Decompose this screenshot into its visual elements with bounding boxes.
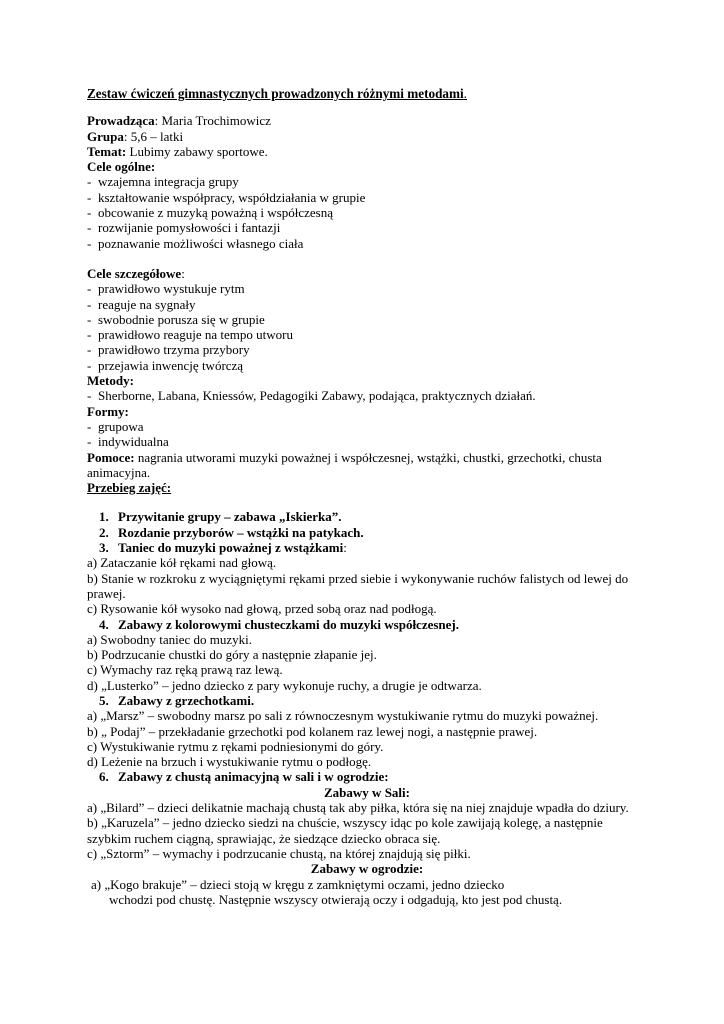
title-period: . (463, 86, 467, 101)
list-item: - indywidualna (87, 434, 169, 450)
step-item: a) Zataczanie kół rękami nad głową. (87, 555, 277, 571)
forms-label: Formy: (87, 403, 129, 419)
hall-heading: Zabawy w Sali: (324, 784, 410, 800)
list-item: - rozwijanie pomysłowości i fantazji (87, 220, 281, 236)
group-line (87, 129, 647, 144)
step-item: c) „Sztorm” – wymachy i podrzucanie chustą, na której znajdują się piłki. (87, 845, 471, 861)
spacer (87, 495, 647, 509)
document-page (87, 86, 647, 907)
spacer (87, 251, 647, 266)
topic-label: Temat: (87, 143, 127, 159)
step-item: d) Leżenie na brzuch i wystukiwanie rytmu o podłogę. (87, 754, 372, 770)
step-item: b) Podrzucanie chustki do góry a następnie złapanie jej. (87, 647, 377, 663)
step-item-continued: wchodzi pod chustę. Następnie wszyscy otwierają oczy i odgadują, kto jest pod chustą. (109, 891, 563, 907)
step-item: b) Stanie w rozkroku z wyciągniętymi rękami przed siebie i wykonywanie ruchów falistych od lewej do prawej. (87, 570, 629, 601)
specific-goals-label: Cele szczegółowe: (87, 265, 185, 281)
list-item: - Sherborne, Labana, Kniessów, Pedagogiki Zabawy, podająca, praktycznych działań. (87, 388, 536, 404)
lead-line (87, 113, 647, 128)
step-item: c) Rysowanie kół wysoko nad głową, przed sobą oraz nad podłogą. (87, 601, 437, 617)
group-label: Grupa (87, 128, 124, 144)
topic-value: Lubimy zabawy sportowe. (126, 143, 268, 159)
course-label: Przebieg zajęć: (87, 480, 172, 496)
garden-heading: Zabawy w ogrodzie: (310, 861, 424, 877)
list-item: - swobodnie porusza się w grupie (87, 311, 265, 327)
list-item: - prawidłowo reaguje na tempo utworu (87, 327, 293, 343)
step-item: c) Wystukiwanie rytmu z rękami podniesionymi do góry. (87, 738, 384, 754)
list-item: - kształtowanie współpracy, współdziałania w grupie (87, 189, 366, 205)
list-item: - prawidłowo trzyma przybory (87, 342, 250, 358)
step-item: c) Wymachy raz ręką prawą raz lewą. (87, 662, 283, 678)
lead-label: Prowadząca (87, 113, 155, 129)
step-heading: 1. Przywitanie grupy – zabawa „Iskierka”. (99, 509, 342, 525)
list-item: - reaguje na sygnały (87, 296, 196, 312)
specific-goals-list (87, 281, 647, 373)
step-heading: 3. Taniec do muzyki poważnej z wstążkami: (99, 540, 347, 556)
step-heading: 6. Zabawy z chustą animacyjną w sali i w ogrodzie: (99, 769, 389, 785)
aids-line (87, 450, 647, 481)
methods-label: Metody: (87, 373, 134, 389)
step-item: b) „ Podaj” – przekładanie grzechotki pod kolanem raz lewej nogi, a następnie prawej. (87, 723, 538, 739)
topic-line (87, 144, 647, 159)
list-item: - grupowa (87, 418, 144, 434)
list-item: - przejawia inwencję twórczą (87, 357, 244, 373)
step-heading: 5. Zabawy z grzechotkami. (99, 692, 255, 708)
general-goals-label: Cele ogólne: (87, 159, 156, 175)
aids-value: nagrania utworami muzyki poważnej i współczesnej, wstążki, chustki, grzechotki, chusta animacyjna. (87, 449, 602, 480)
list-item: - poznawanie możliwości własnego ciała (87, 235, 304, 251)
step-heading: 4. Zabawy z kolorowymi chusteczkami do muzyki współczesnej. (99, 616, 460, 632)
list-item: - wzajemna integracja grupy (87, 174, 239, 190)
step-item: a) „Kogo brakuje” – dzieci stoją w kręgu z zamkniętymi oczami, jedno dziecko (91, 876, 505, 892)
group-value: : 5,6 – latki (123, 128, 184, 144)
step-item: a) Swobodny taniec do muzyki. (87, 631, 252, 647)
document-title (87, 86, 647, 101)
aids-label: Pomoce: (87, 449, 135, 465)
list-item: - prawidłowo wystukuje rytm (87, 281, 245, 297)
step-item: d) „Lusterko” – jedno dziecko z pary wykonuje ruchy, a drugie je odtwarza. (87, 677, 482, 693)
general-goals-list (87, 174, 647, 250)
step-heading: 2. Rozdanie przyborów – wstążki na patykach. (99, 524, 364, 540)
list-item: - obcowanie z muzyką poważną i współczesną (87, 205, 333, 221)
step-item: a) „Bilard” – dzieci delikatnie machają chustą tak aby piłka, która się na niej znajduje wpadła do dziury. (87, 800, 629, 816)
step-item: a) „Marsz” – swobodny marsz po sali z równoczesnym wystukiwanie rytmu do muzyki poważnej. (87, 708, 599, 724)
lead-value: : Maria Trochimowicz (154, 113, 271, 129)
title-text: Zestaw ćwiczeń gimnastycznych prowadzonych różnymi metodami (87, 86, 464, 101)
step-item: b) „Karuzela” – jedno dziecko siedzi na chuście, wszyscy idąc po kole zawijają kolegę, a następnie szybkim ruchem ciągną, sprawiając, że siedzące dziecko obraca się. (87, 815, 603, 846)
